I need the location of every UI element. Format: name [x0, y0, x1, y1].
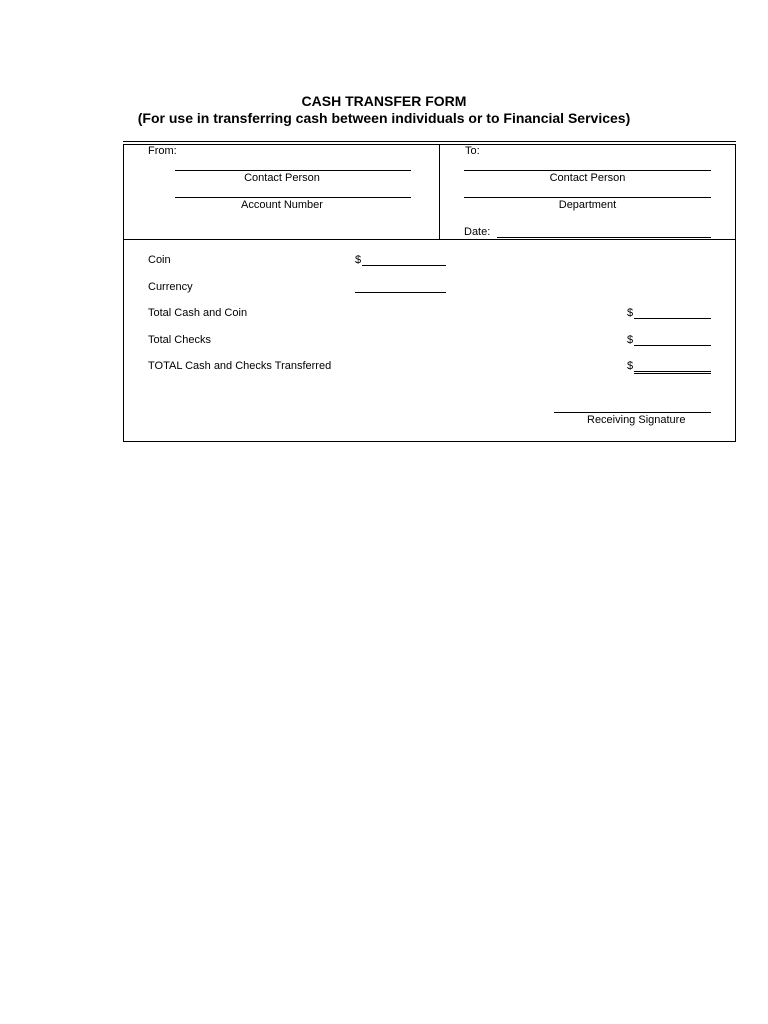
from-account-line[interactable]: [175, 197, 411, 198]
to-department-label: Department: [558, 199, 617, 211]
total-checks-label: Total Checks: [148, 334, 211, 346]
total-transferred-dollar-sign: $: [627, 360, 634, 372]
total-cash-coin-dollar-sign: $: [627, 307, 634, 319]
to-department-line[interactable]: [464, 197, 711, 198]
signature-line[interactable]: [554, 412, 711, 413]
form-box: [123, 144, 736, 442]
coin-dollar-sign: $: [355, 254, 362, 266]
from-label: From:: [148, 145, 177, 157]
to-contact-person-label: Contact Person: [549, 172, 626, 184]
from-contact-line[interactable]: [175, 170, 411, 171]
currency-amount-line[interactable]: [355, 292, 446, 293]
total-transferred-label: TOTAL Cash and Checks Transferred: [148, 360, 332, 372]
to-label: To:: [465, 145, 480, 157]
from-to-divider: [439, 144, 440, 240]
form-title: CASH TRANSFER FORM: [301, 93, 467, 109]
form-subtitle: (For use in transferring cash between individuals or to Financial Services): [137, 110, 631, 126]
to-contact-line[interactable]: [464, 170, 711, 171]
total-checks-amount-line[interactable]: [634, 345, 711, 346]
receiving-signature-label: Receiving Signature: [587, 414, 686, 426]
total-checks-dollar-sign: $: [627, 334, 634, 346]
coin-amount-line[interactable]: [362, 265, 446, 266]
date-line[interactable]: [497, 237, 711, 238]
header-body-divider: [123, 239, 736, 240]
from-account-number-label: Account Number: [241, 199, 323, 211]
currency-label: Currency: [148, 281, 193, 293]
total-cash-coin-label: Total Cash and Coin: [148, 307, 248, 319]
form-top-rule: [123, 141, 736, 142]
date-label: Date:: [464, 226, 491, 238]
total-cash-coin-amount-line[interactable]: [634, 318, 711, 319]
coin-label: Coin: [148, 254, 171, 266]
from-contact-person-label: Contact Person: [244, 172, 320, 184]
total-transferred-amount-line[interactable]: [634, 371, 711, 374]
